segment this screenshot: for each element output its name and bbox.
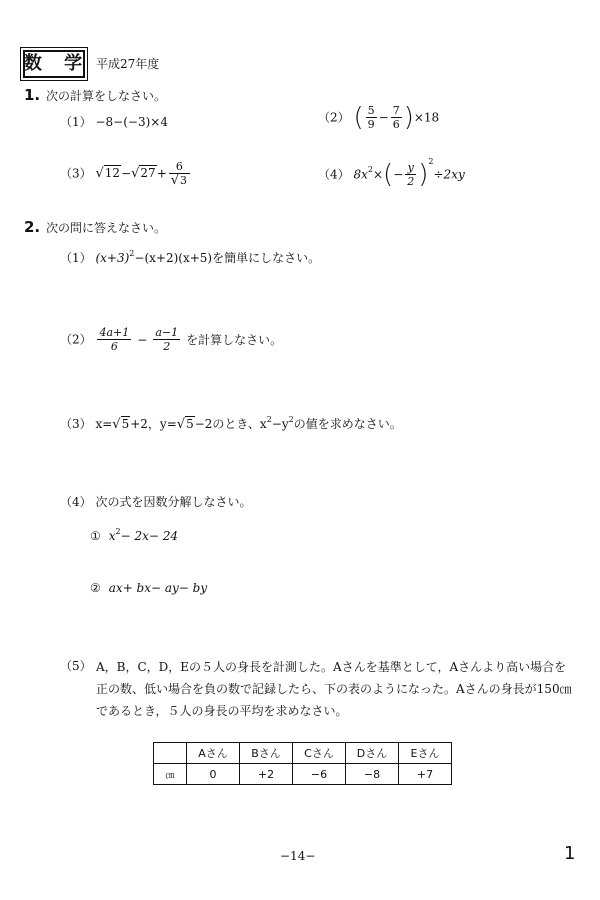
term: x= (95, 417, 113, 431)
operator: − (393, 167, 404, 182)
denominator: √3 (169, 173, 190, 187)
q2-p4-label: （4） (60, 495, 92, 509)
numerator: 6 (175, 160, 183, 173)
q1-p4-tail: ÷2xy (433, 167, 465, 182)
numerator: 7 (392, 104, 400, 117)
fraction (405, 161, 416, 188)
numerator: y (407, 161, 414, 174)
q2-p2-label: （2） (60, 332, 92, 347)
table-cell: Eさん (399, 743, 452, 764)
square-root: √5 (112, 417, 130, 432)
square-root: √5 (176, 417, 194, 432)
radicand: 12 (104, 166, 121, 180)
table-cell: −8 (346, 764, 399, 785)
q1-p2-tail: ×18 (413, 110, 440, 125)
circled-number: ② (90, 581, 101, 595)
table-cell (154, 743, 187, 764)
q2-p4-sub-2 (90, 582, 207, 594)
question-2-number: 2. (24, 218, 41, 236)
term: − 2x− 24 (120, 529, 179, 543)
square-root: √27 (131, 166, 156, 181)
right-paren: ) (403, 102, 414, 133)
table-cell: Dさん (346, 743, 399, 764)
q2-p3-label: （3） (60, 417, 92, 431)
denominator: 9 (367, 118, 375, 131)
table-header-row (154, 743, 452, 764)
operator: − (137, 332, 148, 347)
q1-p4-label: （4） (318, 167, 350, 182)
q2-part-1 (60, 250, 320, 264)
fraction (97, 326, 131, 353)
q2-part-2 (60, 326, 282, 353)
left-paren: ( (353, 102, 364, 133)
exponent: 2 (367, 165, 373, 174)
fraction (366, 104, 377, 131)
q1-p1-label: （1） (60, 115, 92, 129)
table-cell: +7 (399, 764, 452, 785)
q2-part-4 (60, 496, 251, 508)
denominator: 6 (392, 118, 400, 131)
operator: − (378, 110, 389, 125)
table-cell: −6 (293, 764, 346, 785)
numerator: 4a+1 (99, 326, 130, 339)
q2-p4-text: 次の式を因数分解しなさい。 (95, 495, 252, 509)
q2-p5-label: （5） (60, 659, 92, 673)
q1-p3-label: （3） (60, 166, 92, 181)
fraction (153, 326, 180, 353)
numerator: a−1 (155, 326, 179, 339)
operator: + (156, 166, 167, 181)
term: (x+3) (95, 251, 130, 265)
square-root: √12 (95, 166, 121, 181)
sheet-number: 1 (564, 843, 576, 864)
q2-p1-label: （1） (60, 251, 92, 265)
q1-part-2 (318, 104, 439, 131)
q1-p1-expr: −8−(−3)×4 (95, 115, 168, 129)
subject-box (23, 50, 91, 78)
circled-number: ① (90, 529, 101, 543)
exponent: 2 (115, 527, 121, 536)
operator: × (372, 167, 384, 182)
exponent: 2 (288, 415, 294, 424)
question-1-number: 1. (24, 86, 41, 104)
term: −y (271, 417, 289, 431)
denominator: 2 (407, 175, 415, 188)
exponent: 2 (428, 157, 434, 166)
left-paren: ( (383, 159, 394, 190)
fraction (169, 160, 190, 187)
q2-p2-text: を計算しなさい。 (186, 332, 283, 347)
radicand: 3 (180, 174, 188, 187)
q2-p3-text: の値を求めなさい。 (293, 417, 402, 431)
page-label: −14− (280, 849, 316, 863)
table-cell: +2 (240, 764, 293, 785)
subject-title: 数 学 (23, 53, 91, 74)
term: x (108, 529, 116, 543)
operator: − (121, 166, 132, 181)
exponent: 2 (129, 249, 135, 258)
fraction (391, 104, 402, 131)
question-2-instruction: 次の問に答えなさい。 (46, 221, 167, 235)
table-cell: 0 (187, 764, 240, 785)
term: ax+ bx− ay− by (108, 581, 208, 595)
question-1-instruction: 次の計算をしなさい。 (46, 89, 167, 103)
table-cell: Bさん (240, 743, 293, 764)
table-cell: Aさん (187, 743, 240, 764)
table-row (154, 764, 452, 785)
q2-part-3 (60, 416, 402, 431)
q2-p4-sub-1 (90, 528, 178, 542)
table-cell: ㎝ (154, 764, 187, 785)
q2-p5-text: A，B，C，D，Eの５人の身長を計測した。Aさんを基準として，Aさんより高い場合を正の数、低い場合を負の数で記録したら、下の表のようになった。Aさんの身長が150㎝であるとき，５人の身長の平均を求めなさい。 (96, 660, 572, 718)
denominator: 6 (97, 339, 131, 353)
exam-year: 平成27年度 (96, 57, 160, 71)
term: 8x (353, 167, 368, 182)
radicand: 5 (121, 417, 130, 431)
numerator: 5 (367, 104, 375, 117)
radicand: 27 (140, 166, 156, 180)
exponent: 2 (266, 415, 272, 424)
denominator: 2 (153, 339, 180, 353)
radicand: 5 (186, 417, 194, 431)
term: +2，y= (130, 417, 177, 431)
right-paren: ) (418, 159, 429, 190)
q1-part-1 (60, 116, 168, 128)
term: −2のとき、x (194, 417, 267, 431)
q1-p2-label: （2） (318, 110, 350, 125)
q2-p1-text: −(x+2)(x+5)を簡単にしなさい。 (134, 251, 321, 265)
q1-part-3 (60, 160, 192, 187)
height-table (153, 742, 452, 785)
q1-part-4 (318, 158, 465, 188)
table-cell: Cさん (293, 743, 346, 764)
